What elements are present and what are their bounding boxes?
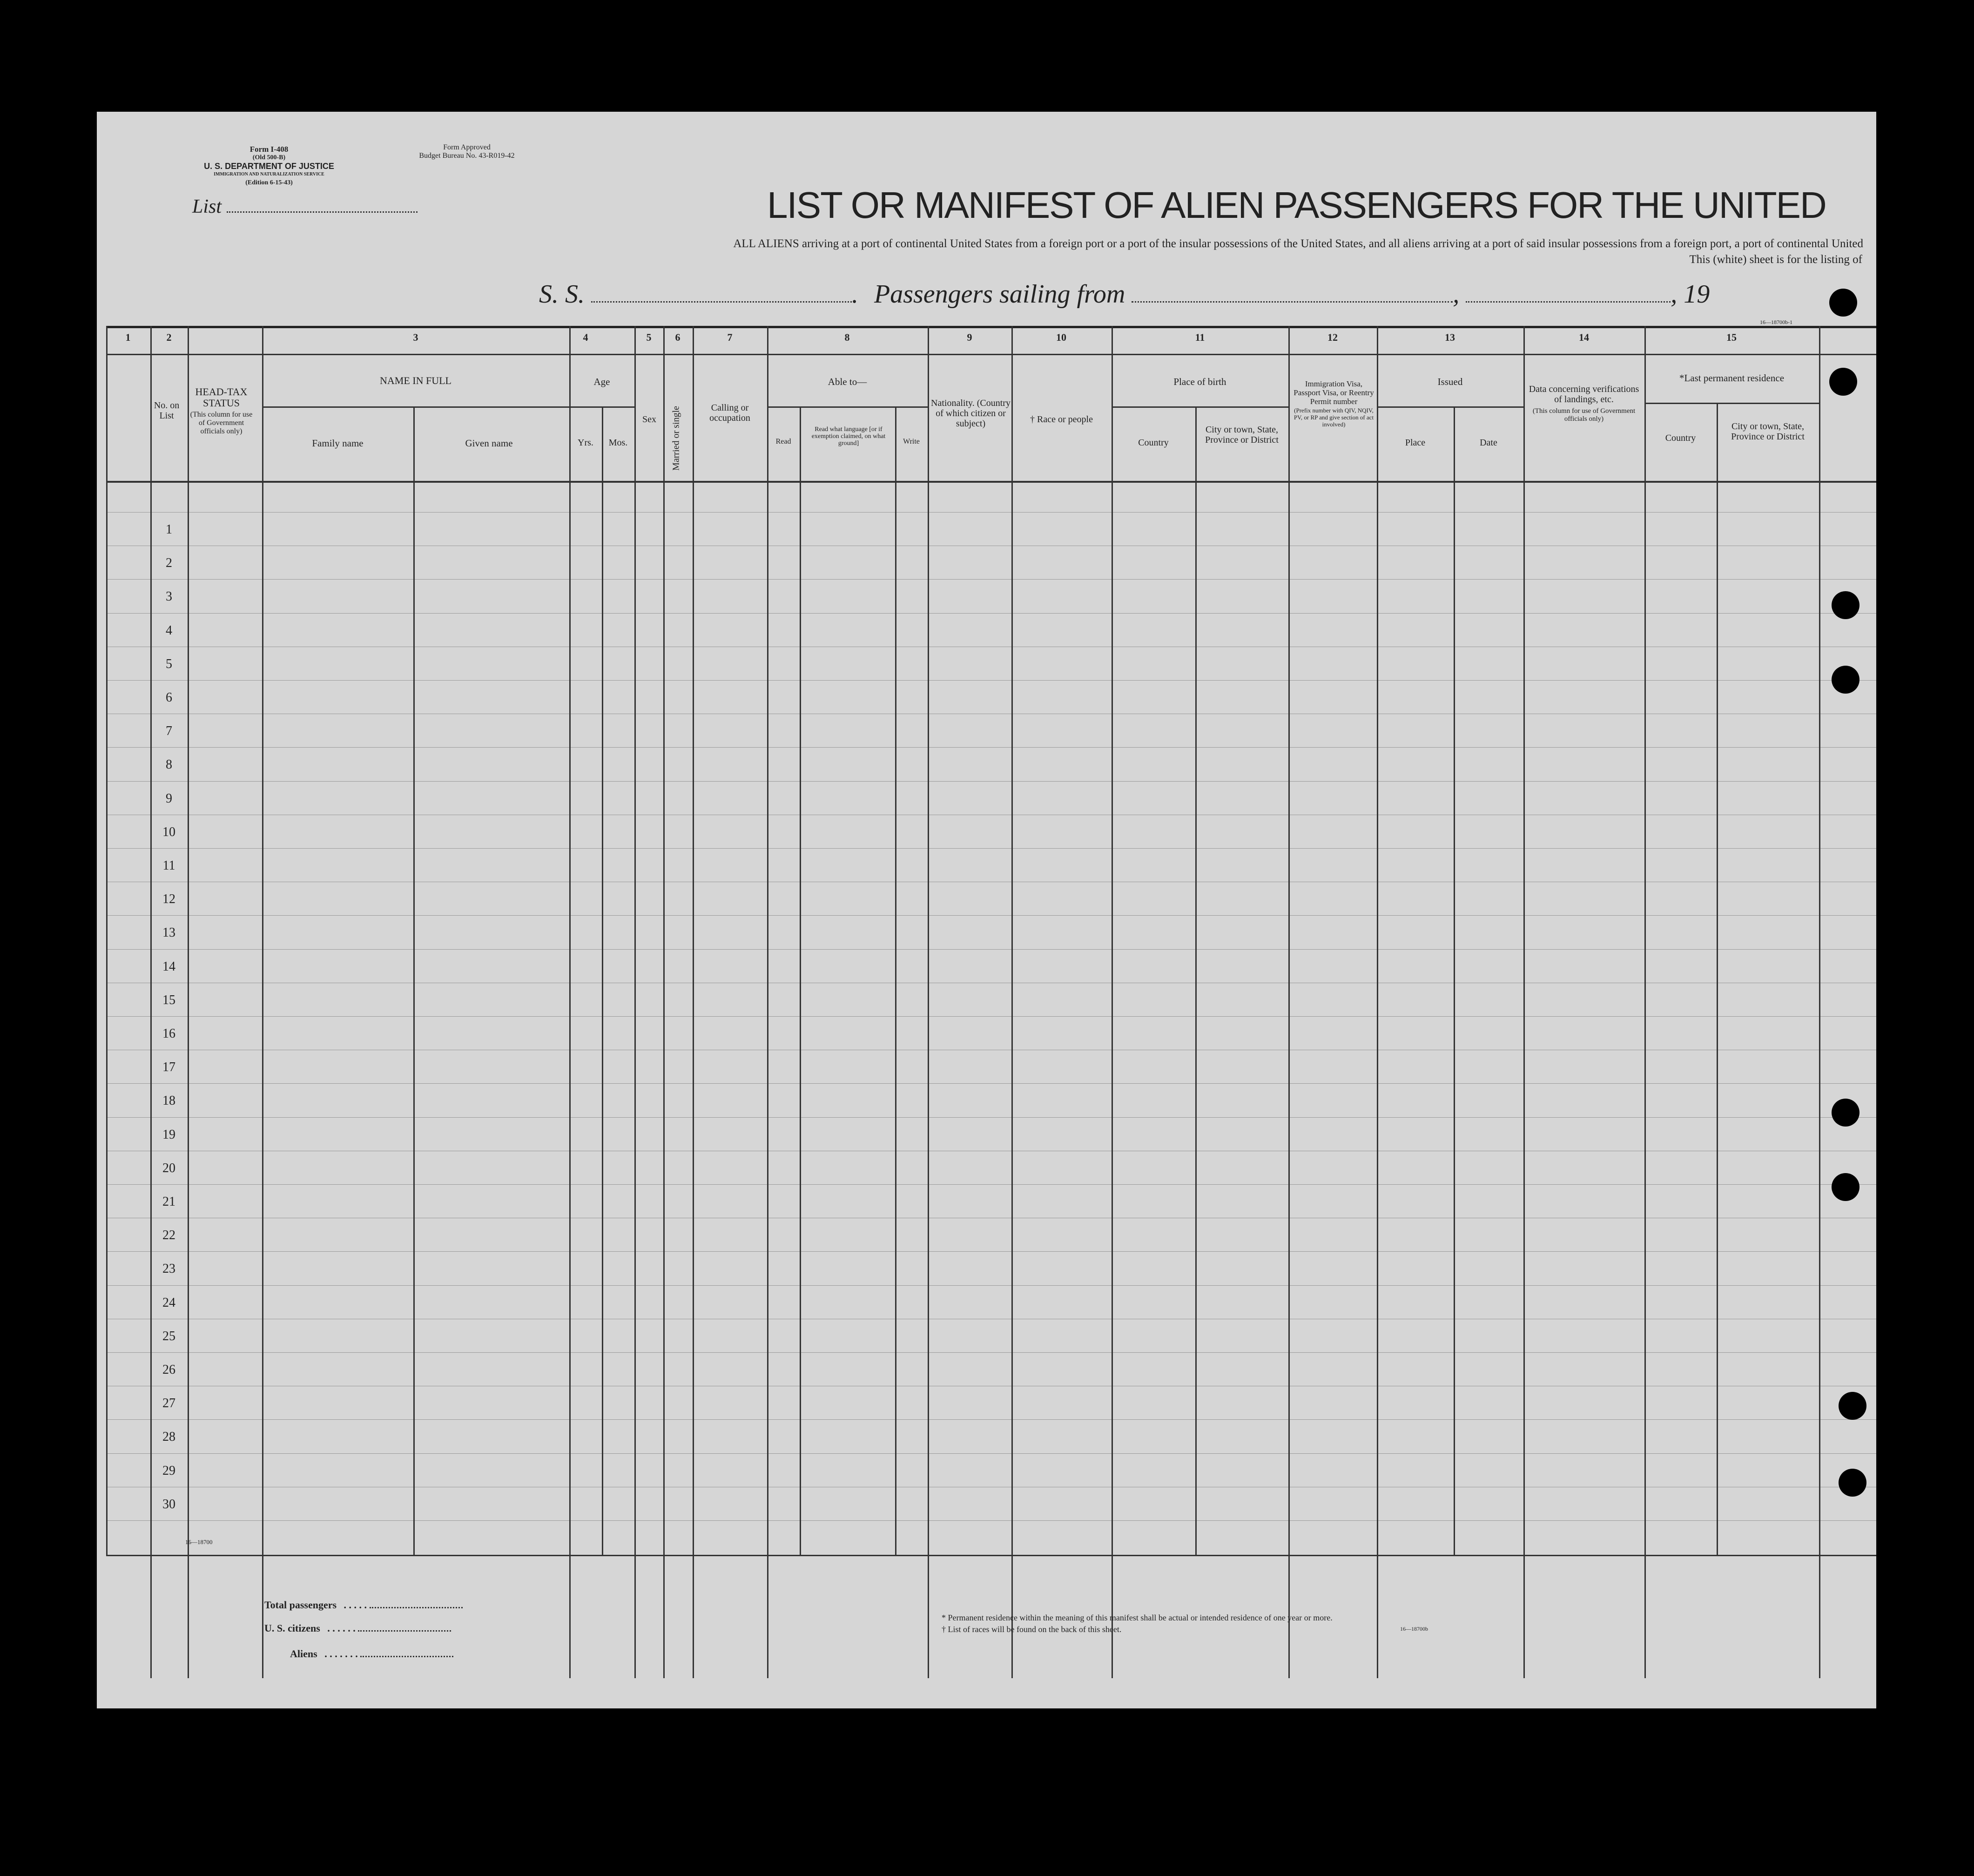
us-citizens: U. S. citizens . . . . . . — [264, 1622, 451, 1634]
aliens-label: Aliens — [290, 1648, 317, 1660]
total-passengers: Total passengers . . . . . — [264, 1599, 463, 1611]
row-number: 22 — [162, 1228, 175, 1243]
form-edition: (Edition 6-15-43) — [245, 179, 293, 186]
header-mos: Mos. — [608, 438, 628, 448]
row-number: 17 — [162, 1060, 175, 1075]
column-number: 11 — [1195, 331, 1205, 343]
row-line — [106, 781, 1876, 782]
header-issued-date: Date — [1480, 438, 1497, 448]
column-divider — [106, 326, 108, 1555]
row-line — [106, 1083, 1876, 1084]
row-number: 21 — [162, 1194, 175, 1209]
header-write: Write — [903, 438, 920, 445]
list-label: List — [192, 196, 418, 218]
row-line — [106, 1419, 1876, 1420]
visa-label: Immigration Visa, Passport Visa, or Reentry Permit number — [1294, 379, 1374, 406]
sub-column-divider — [800, 406, 801, 1555]
row-line — [106, 915, 1876, 916]
row-number: 5 — [166, 656, 172, 671]
header-yrs: Yrs. — [578, 438, 593, 448]
header-country-birth: Country — [1138, 438, 1169, 448]
issued-divider — [1377, 406, 1523, 408]
row-line — [106, 1251, 1876, 1252]
department-name: U. S. DEPARTMENT OF JUSTICE — [204, 162, 334, 171]
header-married: Married or single — [671, 406, 681, 471]
row-line — [106, 1453, 1876, 1454]
binder-hole — [1832, 666, 1859, 694]
row-line — [106, 1117, 1876, 1118]
header-country-residence: Country — [1665, 433, 1696, 443]
row-number: 28 — [162, 1430, 175, 1444]
head-tax-label: HEAD-TAX STATUS — [195, 386, 248, 409]
row-number: 4 — [166, 623, 172, 638]
column-divider — [569, 326, 571, 1678]
column-divider — [1644, 326, 1646, 1678]
form-old-number: (Old 500-B) — [252, 154, 286, 161]
header-family-name: Family name — [312, 438, 364, 449]
subtitle-line-2: This (white) sheet is for the listing of — [1689, 253, 1862, 266]
row-number: 8 — [166, 757, 172, 772]
header-nationality: Nationality. (Country of which citizen or subject) — [931, 398, 1011, 429]
row-number: 3 — [166, 589, 172, 604]
column-divider — [693, 326, 694, 1678]
header-name-in-full: NAME IN FULL — [380, 375, 451, 386]
sub-column-divider — [1454, 406, 1455, 1555]
footnote-code: 16—18700b — [1400, 1626, 1428, 1632]
ship-line: S. S. . Passengers sailing from , , 19 — [539, 280, 1710, 309]
sailing-label: Passengers sailing from — [874, 280, 1125, 309]
page-title: LIST OR MANIFEST OF ALIEN PASSENGERS FOR THE UNITED — [767, 184, 1826, 226]
sub-column-divider — [602, 406, 603, 1555]
column-divider — [1011, 326, 1013, 1678]
row-number: 9 — [166, 791, 172, 806]
service-name: IMMIGRATION AND NATURALIZATION SERVICE — [214, 172, 324, 177]
sub-column-divider — [895, 406, 896, 1555]
header-read-language: Read what language [or if exemption claimed, on what ground] — [811, 426, 886, 447]
column-number: 15 — [1726, 331, 1737, 343]
row-number: 13 — [162, 925, 175, 940]
row-number: 6 — [166, 690, 172, 705]
us-citizens-label: U. S. citizens — [264, 1622, 320, 1634]
date-field[interactable] — [1466, 301, 1671, 303]
form-number: Form I-408 — [249, 145, 289, 154]
row-line — [106, 747, 1876, 748]
row-number: 10 — [162, 824, 175, 839]
row-number: 26 — [162, 1363, 175, 1377]
birth-divider — [1112, 406, 1288, 408]
column-divider — [1819, 326, 1820, 1678]
port-field[interactable] — [1132, 301, 1453, 303]
row-number: 7 — [166, 724, 172, 739]
row-number: 18 — [162, 1093, 175, 1108]
top-form-code: 16—18700b-1 — [1760, 319, 1792, 325]
row-number: 23 — [162, 1262, 175, 1276]
row-line — [106, 1016, 1876, 1017]
binder-hole — [1839, 1392, 1866, 1420]
header-given-name: Given name — [465, 438, 513, 449]
row-number: 29 — [162, 1463, 175, 1478]
total-passengers-label: Total passengers — [264, 1599, 337, 1611]
us-citizens-field[interactable] — [358, 1630, 451, 1632]
row-number: 19 — [162, 1127, 175, 1142]
header-issued-place: Place — [1405, 438, 1426, 448]
row-number: 14 — [162, 959, 175, 974]
residence-divider — [1644, 403, 1819, 404]
binder-hole — [1839, 1469, 1866, 1497]
manifest-sheet — [97, 112, 1876, 1708]
row-line — [106, 848, 1876, 849]
row-line — [106, 949, 1876, 950]
footnote-residence: * Permanent residence within the meaning of this manifest shall be actual or intended residence of one year or more. — [942, 1613, 1333, 1622]
data-concerning-note: (This column for use of Government officials only) — [1532, 407, 1636, 423]
column-divider — [634, 326, 636, 1678]
header-issued: Issued — [1437, 376, 1463, 387]
sub-column-divider — [413, 406, 415, 1555]
header-age: Age — [593, 376, 610, 387]
header-city-birth: City or town, State, Province or District — [1205, 425, 1279, 445]
table-bottom-rule — [106, 1555, 1876, 1556]
bottom-form-code: 16—18700 — [185, 1539, 213, 1545]
header-no-on-list: No. on List — [154, 400, 180, 421]
visa-note: (Prefix number with QIV, NQIV, PV, or RP and give section of act involved) — [1294, 407, 1374, 428]
name-divider — [262, 406, 569, 408]
row-line — [106, 512, 1876, 513]
column-divider — [262, 326, 263, 1678]
header-calling: Calling or occupation — [709, 403, 750, 423]
column-number: 8 — [844, 331, 850, 343]
ss-label: S. S. — [539, 280, 585, 309]
aliens-field[interactable] — [360, 1656, 453, 1657]
subtitle-line-1: ALL ALIENS arriving at a port of continental United States from a foreign port or a port of the insular possessions of the United States, and all aliens arriving at a port of said insular possessions from a foreign port, a port of continental United — [733, 237, 1863, 250]
row-number: 15 — [162, 992, 175, 1007]
form-header — [171, 145, 367, 187]
table-top-rule — [106, 326, 1876, 328]
column-number: 3 — [413, 331, 418, 343]
age-divider — [569, 406, 634, 408]
header-last-residence: *Last permanent residence — [1679, 372, 1785, 384]
header-data-concerning — [1526, 384, 1642, 423]
row-line — [106, 613, 1876, 614]
binder-hole — [1832, 1099, 1859, 1127]
binder-hole — [1832, 591, 1859, 619]
row-number: 25 — [162, 1329, 175, 1343]
total-passengers-field[interactable] — [370, 1607, 463, 1608]
column-divider — [928, 326, 929, 1678]
column-number-rule — [106, 354, 1876, 355]
binder-hole — [1829, 289, 1857, 317]
data-concerning-label: Data concerning verifications of landings, etc. — [1529, 384, 1639, 405]
row-line — [106, 1184, 1876, 1185]
column-divider — [188, 326, 189, 1678]
sub-column-divider — [1717, 403, 1718, 1555]
column-number: 2 — [166, 331, 172, 343]
column-number: 14 — [1579, 331, 1589, 343]
approval-block — [390, 143, 544, 160]
row-number: 12 — [162, 892, 175, 907]
budget-number: Budget Bureau No. 43-R019-42 — [419, 152, 515, 160]
able-divider — [767, 406, 928, 408]
header-city-residence: City or town, State, Province or District — [1731, 421, 1805, 442]
column-number: 12 — [1327, 331, 1338, 343]
sub-column-divider — [1195, 406, 1197, 1555]
column-divider — [1523, 326, 1525, 1678]
row-line — [106, 1285, 1876, 1286]
row-number: 27 — [162, 1396, 175, 1411]
row-number: 16 — [162, 1026, 175, 1041]
list-number-field[interactable] — [227, 211, 418, 213]
column-number: 1 — [125, 331, 131, 343]
binder-hole — [1829, 368, 1857, 396]
ship-name-field[interactable] — [591, 301, 852, 303]
header-read: Read — [775, 438, 791, 445]
footnote-races: † List of races will be found on the back of this sheet. — [942, 1625, 1122, 1634]
column-divider — [1288, 326, 1290, 1678]
header-visa — [1291, 379, 1377, 428]
year-label: 19 — [1684, 280, 1710, 309]
column-number: 5 — [646, 331, 652, 343]
row-line — [106, 680, 1876, 681]
header-head-tax — [188, 386, 255, 436]
header-place-of-birth: Place of birth — [1173, 376, 1226, 387]
header-race: † Race or people — [1030, 414, 1093, 425]
row-line — [106, 1520, 1876, 1521]
row-number: 20 — [162, 1161, 175, 1175]
header-bottom-rule — [106, 481, 1876, 483]
column-number: 13 — [1445, 331, 1455, 343]
header-sex: Sex — [642, 414, 656, 425]
column-number: 4 — [583, 331, 588, 343]
column-number: 9 — [967, 331, 972, 343]
row-number: 2 — [166, 556, 172, 571]
row-line — [106, 1352, 1876, 1353]
head-tax-note: (This column for use of Government officials only) — [190, 411, 253, 435]
header-able-to: Able to— — [828, 376, 867, 387]
column-number: 7 — [727, 331, 733, 343]
column-number: 10 — [1056, 331, 1066, 343]
row-line — [106, 579, 1876, 580]
row-number: 11 — [162, 858, 175, 873]
row-number: 1 — [166, 522, 172, 537]
row-number: 24 — [162, 1295, 175, 1310]
approval-text: Form Approved — [443, 143, 491, 151]
column-divider — [767, 326, 768, 1678]
column-divider — [1377, 326, 1378, 1678]
column-divider — [663, 326, 665, 1678]
column-number: 6 — [675, 331, 680, 343]
row-number: 30 — [162, 1497, 175, 1512]
aliens: Aliens . . . . . . . — [290, 1648, 453, 1660]
binder-hole — [1832, 1173, 1859, 1201]
column-divider — [1112, 326, 1113, 1678]
